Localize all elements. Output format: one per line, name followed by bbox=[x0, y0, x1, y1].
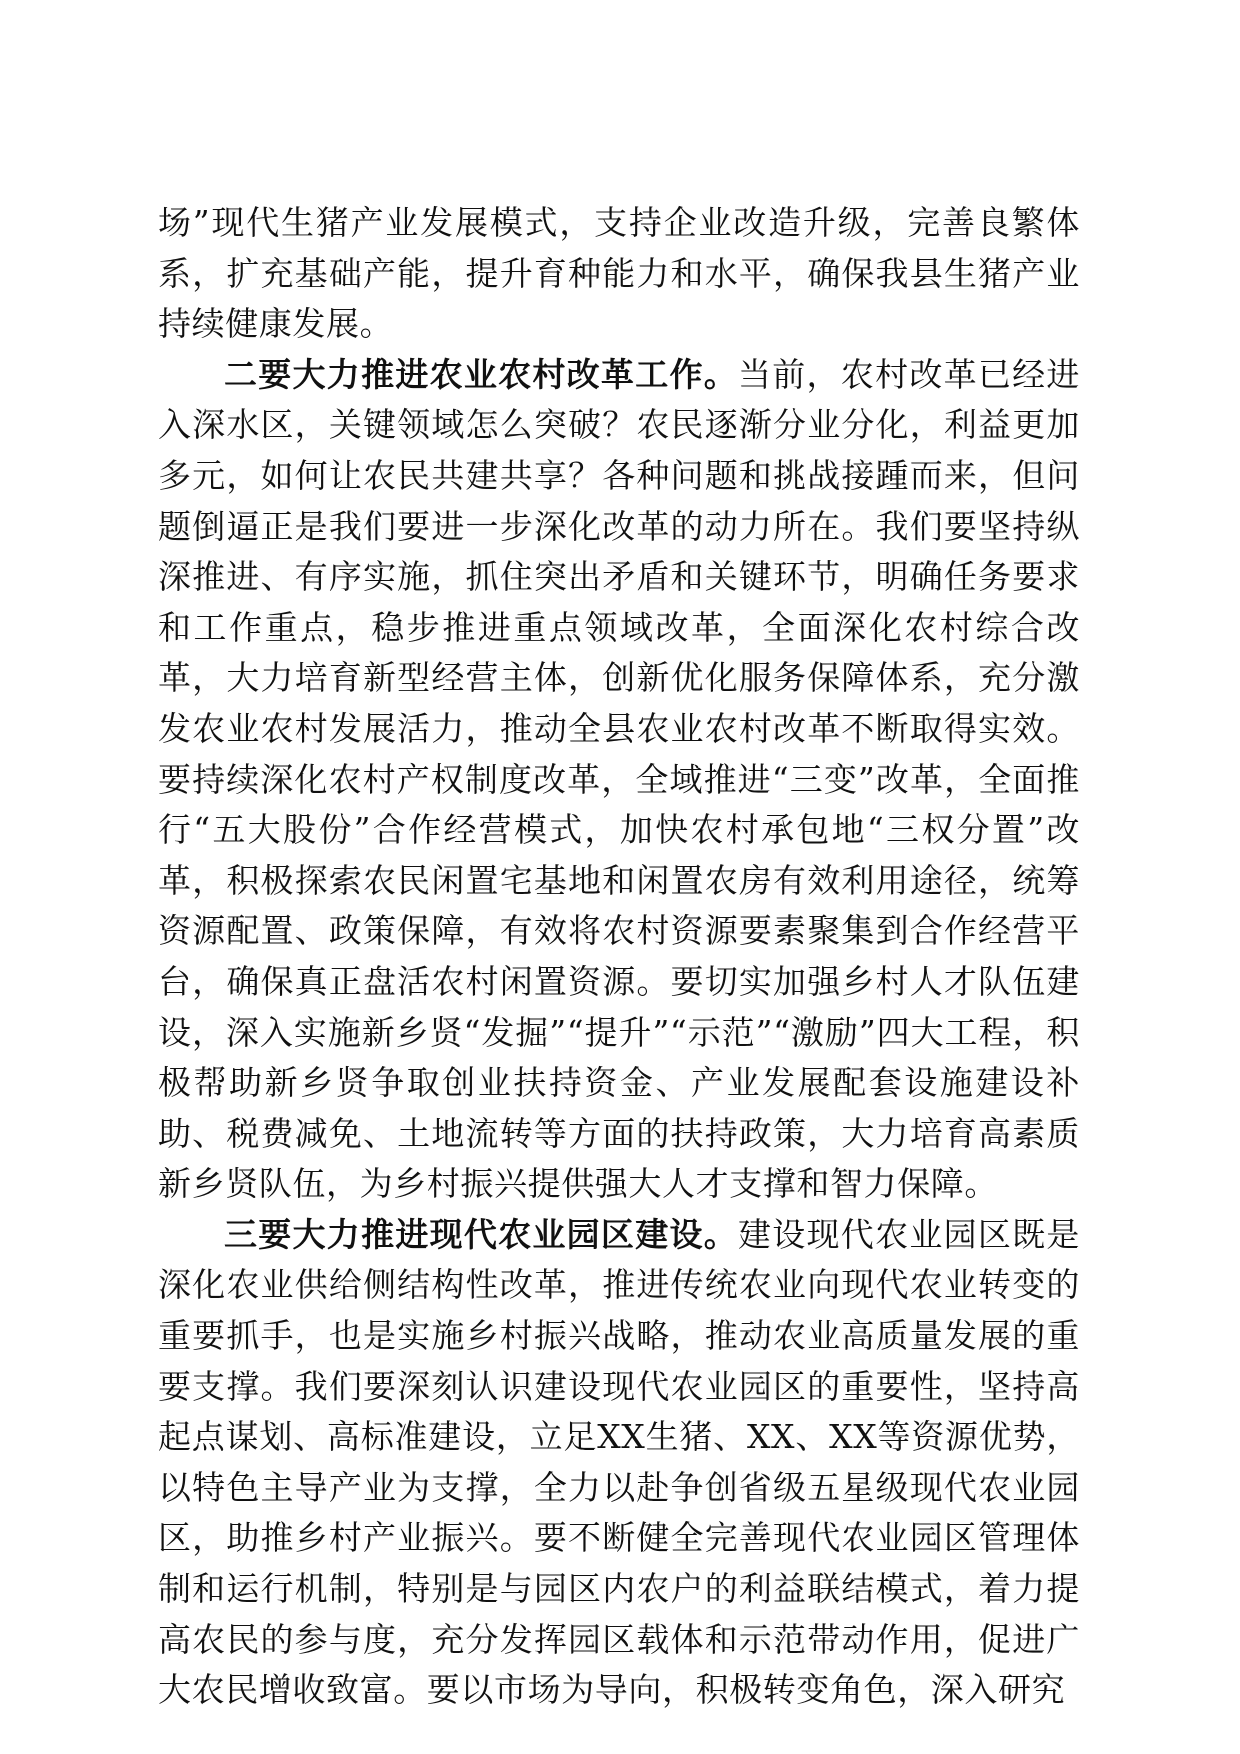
document-body bbox=[158, 198, 1080, 1716]
paragraph-rural-reform bbox=[158, 350, 1080, 1210]
paragraph-heading: 二要大力推进农业农村改革工作。 bbox=[224, 354, 738, 394]
paragraph-continuation bbox=[158, 198, 1080, 350]
paragraph-body: 建设现代农业园区既是深化农业供给侧结构性改革，推进传统农业向现代农业转变的重要抓手，也是实施乡村振兴战略，推动农业高质量发展的重要支撑。我们要深刻认识建设现代农业园区的重要性，坚持高起点谋划、高标准建设，立足XX生猪、XX、XX等资源优势，以特色主导产业为支撑，全力以赴争创省级五星级现代农业园区，助推乡村产业振兴。要不断健全完善现代农业园区管理体制和运行机制，特别是与园区内农户的利益联结模式，着力提高农民的参与度，充分发挥园区载体和示范带动作用，促进广大农民增收致富。要以市场为导向，积极转变角色，深入研究 bbox=[158, 1214, 1081, 1710]
paragraph-body: 当前，农村改革已经进入深水区，关键领域怎么突破？农民逐渐分业分化，利益更加多元，如何让农民共建共享？各种问题和挑战接踵而来，但问题倒逼正是我们要进一步深化改革的动力所在。我们要坚持纵深推进、有序实施，抓住突出矛盾和关键环节，明确任务要求和工作重点，稳步推进重点领域改革，全面深化农村综合改革，大力培育新型经营主体，创新优化服务保障体系，充分激发农业农村发展活力，推动全县农业农村改革不断取得实效。要持续深化农村产权制度改革，全域推进“三变”改革，全面推行“五大股份”合作经营模式，加快农村承包地“三权分置”改革，积极探索农民闲置宅基地和闲置农房有效利用途径，统筹资源配置、政策保障，有效将农村资源要素聚集到合作经营平台，确保真正盘活农村闲置资源。要切实加强乡村人才队伍建设，深入实施新乡贤“发掘”“提升”“示范”“激励”四大工程，积极帮助新乡贤争取创业扶持资金、产业发展配套设施建设补助、税费减免、土地流转等方面的扶持政策，大力培育高素质新乡贤队伍，为乡村振兴提供强大人才支撑和智力保障。 bbox=[158, 354, 1081, 1204]
paragraph-body: 场”现代生猪产业发展模式，支持企业改造升级，完善良繁体系，扩充基础产能，提升育种能力和水平，确保我县生猪产业持续健康发展。 bbox=[158, 203, 1080, 344]
paragraph-agricultural-park bbox=[158, 1210, 1080, 1716]
paragraph-heading: 三要大力推进现代农业园区建设。 bbox=[224, 1214, 738, 1254]
